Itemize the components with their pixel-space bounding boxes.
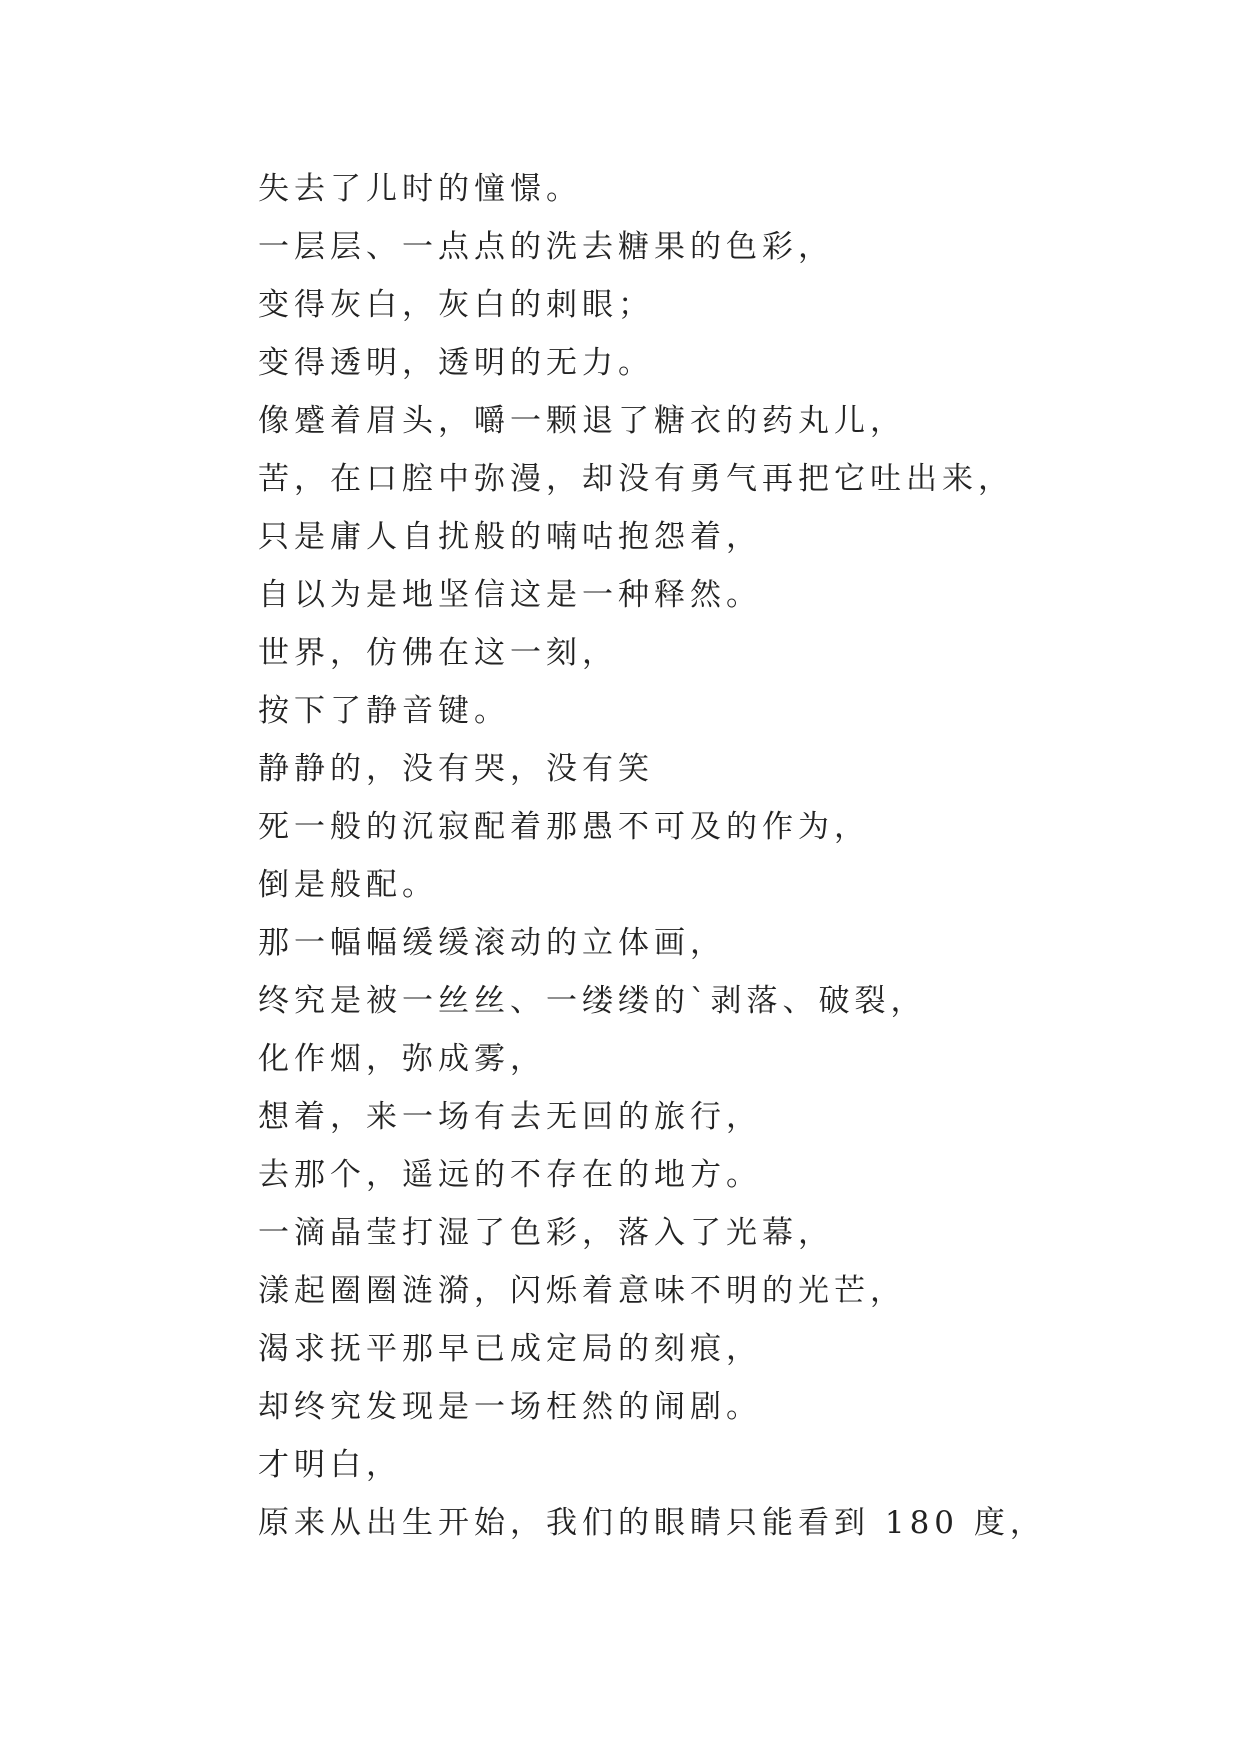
text-line: 倒是般配。 (258, 867, 438, 903)
text-line: 失去了儿时的憧憬。 (258, 171, 582, 207)
text-line: 只是庸人自扰般的喃咕抱怨着， (258, 519, 762, 555)
text-line: 按下了静音键。 (258, 693, 510, 729)
text-line: 终究是被一丝丝、一缕缕的`剥落、破裂， (258, 983, 927, 1019)
text-line: 原来从出生开始，我们的眼睛只能看到 180 度， (258, 1505, 1046, 1541)
poem-text (258, 160, 1046, 1552)
text-line: 一层层、一点点的洗去糖果的色彩， (258, 229, 834, 265)
text-line: 化作烟，弥成雾， (258, 1041, 546, 1077)
text-line: 苦，在口腔中弥漫，却没有勇气再把它吐出来， (258, 461, 1014, 497)
text-line: 变得透明，透明的无力。 (258, 345, 654, 381)
text-line: 渴求抚平那早已成定局的刻痕， (258, 1331, 762, 1367)
text-line: 漾起圈圈涟漪，闪烁着意味不明的光芒， (258, 1273, 906, 1309)
text-line: 像蹙着眉头，嚼一颗退了糖衣的药丸儿， (258, 403, 906, 439)
text-line: 世界，仿佛在这一刻， (258, 635, 618, 671)
text-line: 静静的，没有哭，没有笑 (258, 751, 654, 787)
text-line: 却终究发现是一场枉然的闹剧。 (258, 1389, 762, 1425)
text-line: 死一般的沉寂配着那愚不可及的作为， (258, 809, 870, 845)
text-line: 那一幅幅缓缓滚动的立体画， (258, 925, 726, 961)
text-line: 一滴晶莹打湿了色彩，落入了光幕， (258, 1215, 834, 1251)
text-line: 去那个，遥远的不存在的地方。 (258, 1157, 762, 1193)
text-line: 想着，来一场有去无回的旅行， (258, 1099, 762, 1135)
text-line: 才明白， (258, 1447, 402, 1483)
text-line: 变得灰白，灰白的刺眼； (258, 287, 654, 323)
text-line: 自以为是地坚信这是一种释然。 (258, 577, 762, 613)
